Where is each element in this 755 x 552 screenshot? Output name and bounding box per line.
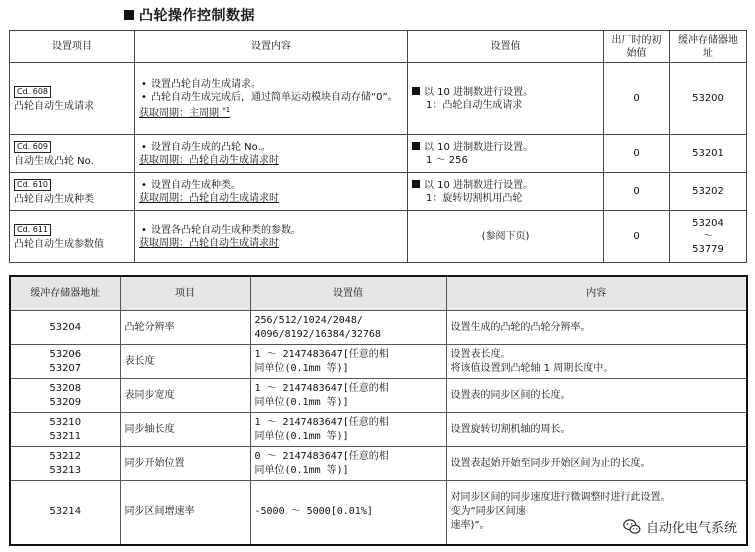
- setting-content-cell: [135, 63, 408, 135]
- header-setting-content: 设置内容: [135, 31, 408, 63]
- setting-value-cell: 以 10 进制数进行设置。 1：凸轮自动生成请求: [408, 63, 604, 135]
- table-row: [10, 211, 747, 263]
- content-cell: 对同步区间的同步速度进行微调整时进行此设置。 变为“同步区间速 速率)”。: [446, 481, 747, 545]
- content-line: • 设置自动生成的凸轮 No.。: [151, 141, 403, 154]
- header-setting-item: 设置项目: [10, 31, 135, 63]
- table-row: [10, 447, 747, 481]
- setting-value-cell: 1 ～ 2147483647[任意的相 同单位(0.1mm 等)]: [250, 345, 446, 379]
- buffer-address-cell: 53204 ～ 53779: [670, 211, 747, 263]
- header-item: 项目: [120, 276, 250, 311]
- table-row: [10, 173, 747, 211]
- initial-value-cell: 0: [604, 63, 670, 135]
- buffer-address-cell: 53206 53207: [10, 345, 120, 379]
- table-row: [10, 135, 747, 173]
- setting-value-cell: (参阅下页): [408, 211, 604, 263]
- header-setting-value: 设置值: [408, 31, 604, 63]
- content-line: • 设置自动生成种类。: [151, 179, 403, 192]
- buffer-address-cell: 53210 53211: [10, 413, 120, 447]
- setting-item-name: 自动生成凸轮 No.: [14, 155, 94, 167]
- buffer-address-cell: 53200: [670, 63, 747, 135]
- table-row: [10, 311, 747, 345]
- table-header-row: [10, 276, 747, 311]
- cd-label: Cd. 609: [14, 141, 51, 153]
- setting-value-cell: 256/512/1024/2048/ 4096/8192/16384/32768: [250, 311, 446, 345]
- square-bullet-icon: [124, 10, 134, 20]
- cam-auto-generation-parameter-table: [9, 275, 748, 546]
- content-cell: 设置生成的凸轮的凸轮分辨率。: [446, 311, 747, 345]
- cam-control-data-table: [9, 30, 747, 263]
- item-cell: 表长度: [120, 345, 250, 379]
- setting-value-cell: -5000 ～ 5000[0.01%]: [250, 481, 446, 545]
- setting-item-cell: [10, 211, 135, 263]
- item-cell: 同步轴长度: [120, 413, 250, 447]
- table-row: [10, 345, 747, 379]
- content-line: • 凸轮自动生成完成后，通过简单运动模块自动存储“0”。: [151, 91, 403, 104]
- item-cell: 凸轮分辨率: [120, 311, 250, 345]
- setting-content-cell: [135, 173, 408, 211]
- content-line: • 设置凸轮自动生成请求。: [151, 78, 403, 91]
- setting-value-cell: 以 10 进制数进行设置。 1：旋转切割机用凸轮: [408, 173, 604, 211]
- setting-item-cell: [10, 135, 135, 173]
- setting-item-cell: [10, 173, 135, 211]
- initial-value-cell: 0: [604, 211, 670, 263]
- setting-item-name: 凸轮自动生成请求: [14, 100, 94, 112]
- buffer-address-cell: 53208 53209: [10, 379, 120, 413]
- initial-value-cell: 0: [604, 173, 670, 211]
- cd-label: Cd. 608: [14, 86, 51, 98]
- buffer-address-cell: 53201: [670, 135, 747, 173]
- black-square-icon: [412, 87, 420, 95]
- item-cell: 同步开始位置: [120, 447, 250, 481]
- setting-value-cell: 以 10 进制数进行设置。 1 ～ 256: [408, 135, 604, 173]
- content-cell: 设置表长度。 将该值设置到凸轮轴 1 周期长度中。: [446, 345, 747, 379]
- cd-label: Cd. 610: [14, 179, 51, 191]
- setting-content-cell: [135, 211, 408, 263]
- table-row: [10, 413, 747, 447]
- setting-item-cell: [10, 63, 135, 135]
- black-square-icon: [412, 180, 420, 188]
- header-initial-value: 出厂时的初始值: [604, 31, 670, 63]
- header-buffer-address: 缓冲存储器地址: [10, 276, 120, 311]
- table-row: [10, 379, 747, 413]
- setting-content-cell: [135, 135, 408, 173]
- watermark: [619, 515, 741, 538]
- item-cell: 表同步宽度: [120, 379, 250, 413]
- content-line: • 设置各凸轮自动生成种类的参数。: [151, 224, 403, 237]
- buffer-address-cell: 53212 53213: [10, 447, 120, 481]
- initial-value-cell: 0: [604, 135, 670, 173]
- content-cell: 设置表的同步区间的长度。: [446, 379, 747, 413]
- content-cell: 设置旋转切割机轴的周长。: [446, 413, 747, 447]
- buffer-address-cell: 53214: [10, 481, 120, 545]
- setting-item-name: 凸轮自动生成种类: [14, 193, 94, 205]
- header-content: 内容: [446, 276, 747, 311]
- acquisition-cycle: 获取周期：凸轮自动生成请求时: [139, 237, 279, 249]
- setting-item-name: 凸轮自动生成参数值: [14, 238, 104, 250]
- cd-label: Cd. 611: [14, 224, 51, 236]
- buffer-address-cell: 53202: [670, 173, 747, 211]
- setting-value-cell: 1 ～ 2147483647[任意的相 同单位(0.1mm 等)]: [250, 413, 446, 447]
- acquisition-cycle: 获取周期：凸轮自动生成请求时: [139, 154, 279, 166]
- header-buffer-address: 缓冲存储器地址: [670, 31, 747, 63]
- table-row: [10, 63, 747, 135]
- table-header-row: [10, 31, 747, 63]
- setting-value-cell: 0 ～ 2147483647[任意的相 同单位(0.1mm 等)]: [250, 447, 446, 481]
- acquisition-cycle: 获取周期：主周期 $^{*1}$: [139, 105, 231, 119]
- black-square-icon: [412, 142, 420, 150]
- content-cell: 设置表起始开始至同步开始区间为止的长度。: [446, 447, 747, 481]
- acquisition-cycle: 获取周期：凸轮自动生成请求时: [139, 192, 279, 204]
- setting-value-cell: 1 ～ 2147483647[任意的相 同单位(0.1mm 等)]: [250, 379, 446, 413]
- buffer-address-cell: 53204: [10, 311, 120, 345]
- page-title: 凸轮操作控制数据: [124, 5, 255, 25]
- header-setting-value: 设置值: [250, 276, 446, 311]
- watermark-text: 自动化电气系统: [645, 521, 737, 536]
- wechat-icon: [623, 518, 641, 536]
- item-cell: 同步区间增速率: [120, 481, 250, 545]
